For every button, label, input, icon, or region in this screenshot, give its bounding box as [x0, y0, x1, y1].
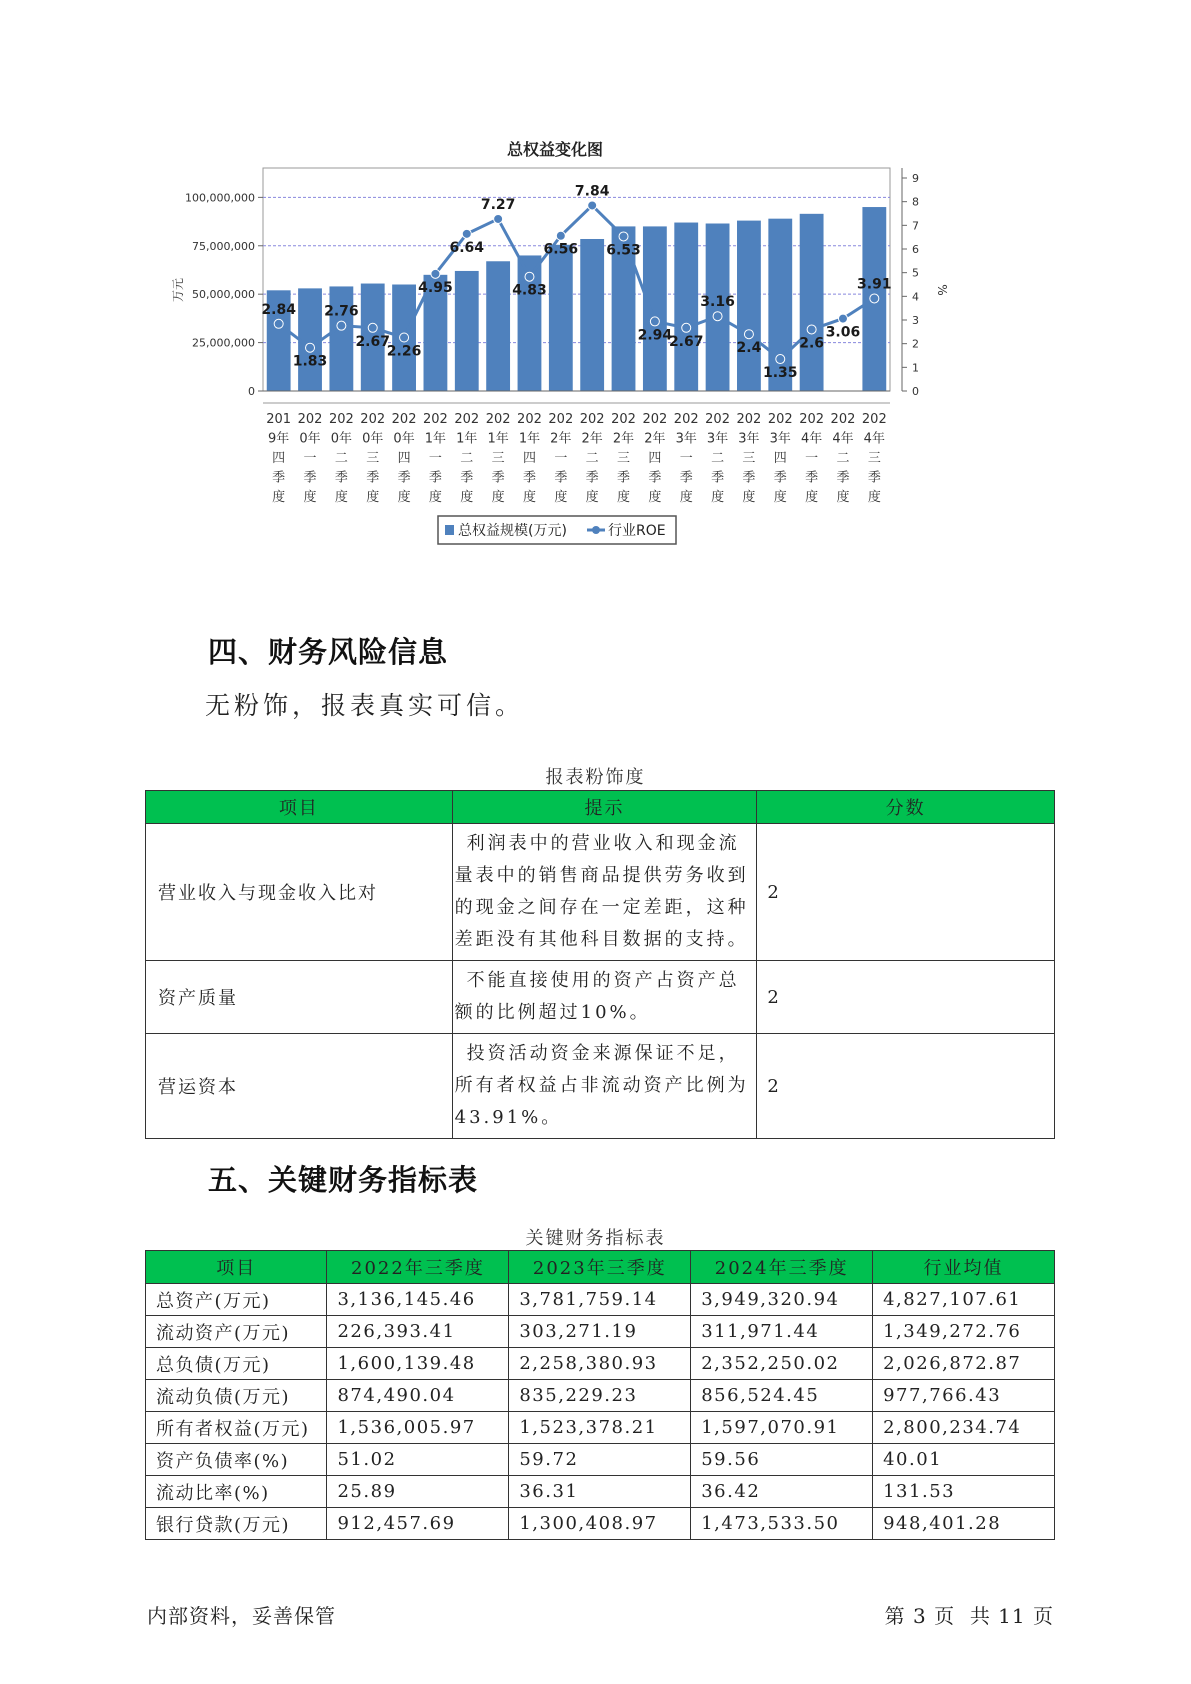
kfi-cell: 311,971.44: [691, 1316, 873, 1348]
roe-data-label: 6.53: [606, 242, 641, 259]
roe-data-label: 2.67: [355, 333, 390, 350]
x-tick-label: 二: [711, 451, 725, 466]
x-tick-label: 2年: [550, 431, 572, 447]
roe-point: [400, 333, 409, 342]
x-tick-label: 季: [867, 470, 881, 486]
kfi-cell: 856,524.45: [691, 1380, 873, 1412]
x-tick-label: 一: [679, 451, 693, 466]
x-tick-label: 2年: [644, 431, 666, 447]
roe-data-label: 2.4: [736, 340, 762, 357]
x-tick-label: 度: [303, 490, 317, 505]
x-tick-label: 202: [297, 412, 323, 427]
table-row: [146, 1284, 1055, 1316]
roe-data-label: 6.56: [543, 241, 579, 258]
roe-point: [870, 294, 879, 303]
x-tick-label: 季: [303, 470, 317, 486]
risk-item: 营运资本: [146, 1034, 453, 1139]
x-tick-label: 202: [830, 412, 856, 427]
roe-point: [650, 317, 659, 326]
risk-score: 2: [757, 961, 1055, 1034]
x-tick-label: 0年: [299, 431, 321, 447]
x-tick-label: 三: [617, 451, 631, 466]
x-tick-label: 二: [334, 451, 348, 466]
section4-title: 四、财务风险信息: [208, 635, 449, 669]
table-row: [146, 961, 1055, 1034]
x-tick-label: 度: [867, 490, 881, 505]
legend-line-marker: [592, 526, 600, 534]
y2-tick-label: 0: [912, 385, 919, 398]
x-tick-label: 202: [767, 412, 793, 427]
x-tick-label: 1年: [518, 431, 541, 447]
kfi-table-header: [146, 1251, 1055, 1284]
roe-point: [368, 323, 377, 332]
x-tick-label: 四: [773, 451, 787, 466]
y-axis-label: 万元: [171, 277, 185, 303]
kfi-cell: 59.56: [691, 1444, 873, 1476]
x-tick-label: 度: [679, 490, 693, 505]
roe-point: [462, 229, 471, 238]
kfi-row-label: 流动负债(万元): [146, 1380, 327, 1412]
x-tick-label: 202: [861, 412, 887, 427]
table-row: [146, 1508, 1055, 1540]
x-tick-label: 202: [548, 412, 574, 427]
risk-score: 2: [757, 1034, 1055, 1139]
x-tick-label: 202: [611, 412, 636, 427]
x-tick-label: 二: [460, 451, 474, 466]
kfi-header: 行业均值: [873, 1251, 1055, 1284]
kfi-header: 2022年三季度: [327, 1251, 509, 1284]
roe-point: [274, 319, 283, 328]
kfi-cell: 25.89: [327, 1476, 509, 1508]
risk-hint: 利润表中的营业收入和现金流量表中的销售商品提供劳务收到的现金之间存在一定差距，这种差距没有其他科目数据的支持。: [452, 824, 757, 961]
table-row: [146, 1412, 1055, 1444]
x-tick-label: 1年: [456, 431, 478, 447]
y2-tick-label: 3: [912, 314, 919, 327]
x-tick-label: 三: [742, 451, 756, 466]
table-row: [146, 1444, 1055, 1476]
roe-point: [682, 323, 691, 332]
table-row: [146, 1348, 1055, 1380]
kfi-cell: 51.02: [327, 1444, 509, 1476]
x-tick-label: 202: [391, 412, 417, 427]
x-tick-label: 度: [742, 490, 756, 505]
x-tick-label: 1年: [424, 431, 447, 447]
x-tick-label: 度: [711, 490, 725, 505]
x-tick-label: 季: [460, 470, 474, 486]
kfi-row-label: 总负债(万元): [146, 1348, 327, 1380]
risk-hint: 不能直接使用的资产占资产总额的比例超过10%。: [452, 961, 757, 1034]
roe-data-label: 2.67: [668, 333, 704, 350]
x-tick-label: 202: [517, 412, 542, 427]
roe-point: [776, 355, 785, 364]
y2-tick-label: 2: [912, 337, 919, 351]
x-tick-label: 度: [366, 490, 380, 505]
section4-text: 无粉饰，报表真实可信。: [205, 691, 525, 720]
x-tick-label: 202: [673, 412, 699, 427]
roe-data-label: 3.06: [825, 324, 861, 341]
x-tick-label: 三: [366, 451, 380, 466]
kfi-cell: 2,800,234.74: [873, 1412, 1055, 1444]
roe-data-label: 7.27: [480, 196, 516, 213]
kfi-table-caption: 关键财务指标表: [525, 1228, 666, 1249]
risk-item: 营业收入与现金收入比对: [146, 824, 453, 961]
roe-data-label: 2.6: [799, 335, 825, 352]
x-tick-label: 3年: [706, 431, 729, 447]
y2-tick-label: 9: [912, 172, 919, 185]
roe-point: [838, 314, 847, 323]
table-row: [146, 1316, 1055, 1348]
roe-point: [807, 325, 816, 334]
bar: [674, 223, 698, 391]
kfi-cell: 1,536,005.97: [327, 1412, 509, 1444]
x-tick-label: 四: [648, 451, 662, 466]
kfi-cell: 1,597,070.91: [691, 1412, 873, 1444]
kfi-cell: 4,827,107.61: [873, 1284, 1055, 1316]
roe-data-label: 3.16: [700, 294, 735, 311]
x-tick-label: 季: [522, 470, 536, 486]
x-tick-label: 度: [334, 490, 348, 505]
x-tick-label: 季: [742, 470, 756, 486]
x-tick-label: 季: [366, 470, 380, 486]
page-number: 第 3 页 共 11 页: [884, 1604, 1054, 1628]
kfi-row-label: 所有者权益(万元): [146, 1412, 327, 1444]
kfi-cell: 40.01: [873, 1444, 1055, 1476]
total-equity-chart: [170, 140, 1000, 600]
roe-data-label: 1.83: [292, 353, 328, 370]
x-tick-label: 季: [428, 470, 442, 486]
risk-header-item: 项目: [146, 791, 453, 824]
x-tick-label: 0年: [330, 431, 353, 447]
roe-data-label: 2.26: [386, 343, 422, 360]
x-tick-label: 度: [554, 490, 568, 505]
x-tick-label: 季: [679, 470, 693, 486]
risk-hint: 投资活动资金来源保证不足，所有者权益占非流动资产比例为43.91%。: [452, 1034, 757, 1139]
roe-point: [556, 231, 565, 240]
x-tick-label: 一: [428, 451, 442, 466]
table-row: [146, 1380, 1055, 1412]
y-tick-label: 100,000,000: [185, 191, 255, 205]
risk-table: [145, 790, 1055, 1139]
roe-point: [431, 269, 440, 278]
x-tick-label: 202: [485, 412, 511, 427]
roe-data-label: 6.64: [449, 239, 485, 256]
x-tick-label: 季: [491, 470, 505, 486]
x-tick-label: 三: [867, 451, 881, 466]
x-tick-label: 202: [736, 412, 762, 427]
roe-data-label: 3.91: [857, 276, 892, 293]
bar: [643, 226, 667, 391]
x-tick-label: 季: [711, 470, 725, 486]
roe-data-label: 4.83: [512, 282, 547, 299]
x-tick-label: 三: [491, 451, 505, 466]
x-tick-label: 季: [773, 470, 787, 486]
kfi-header: 项目: [146, 1251, 327, 1284]
roe-point: [525, 272, 534, 281]
kfi-row-label: 流动比率(%): [146, 1476, 327, 1508]
kfi-cell: 303,271.19: [509, 1316, 691, 1348]
x-tick-label: 202: [423, 412, 448, 427]
kfi-cell: 36.31: [509, 1476, 691, 1508]
x-tick-label: 202: [328, 412, 354, 427]
table-row: [146, 824, 1055, 961]
x-tick-label: 度: [491, 490, 505, 505]
x-tick-label: 季: [648, 470, 662, 486]
x-tick-label: 二: [836, 451, 850, 466]
y2-tick-label: 4: [912, 290, 919, 304]
kfi-cell: 2,352,250.02: [691, 1348, 873, 1380]
x-tick-label: 202: [642, 412, 668, 427]
x-tick-label: 1年: [487, 431, 509, 447]
roe-point: [588, 201, 597, 210]
section5-title: 五、关键财务指标表: [208, 1163, 479, 1197]
roe-data-label: 2.76: [324, 303, 359, 320]
x-tick-label: 一: [554, 451, 568, 466]
bar: [580, 239, 604, 391]
x-tick-label: 季: [554, 470, 568, 486]
x-tick-label: 202: [454, 412, 480, 427]
kfi-cell: 977,766.43: [873, 1380, 1055, 1412]
kfi-header: 2024年三季度: [691, 1251, 873, 1284]
kfi-cell: 1,600,139.48: [327, 1348, 509, 1380]
bar: [800, 214, 824, 391]
kfi-row-label: 总资产(万元): [146, 1284, 327, 1316]
roe-point: [713, 312, 722, 321]
kfi-row-label: 流动资产(万元): [146, 1316, 327, 1348]
kfi-cell: 2,026,872.87: [873, 1348, 1055, 1380]
risk-item: 资产质量: [146, 961, 453, 1034]
x-tick-label: 202: [799, 412, 825, 427]
kfi-cell: 131.53: [873, 1476, 1055, 1508]
x-tick-label: 2年: [612, 431, 635, 447]
x-tick-label: 202: [579, 412, 605, 427]
x-tick-label: 4年: [863, 431, 885, 447]
table-row: [146, 1476, 1055, 1508]
kfi-cell: 3,136,145.46: [327, 1284, 509, 1316]
risk-score: 2: [757, 824, 1055, 961]
plot-area: [263, 168, 890, 391]
y2-tick-label: 7: [912, 219, 919, 233]
y2-tick-label: 6: [912, 243, 919, 256]
x-tick-label: 4年: [832, 431, 854, 447]
kfi-cell: 3,781,759.14: [509, 1284, 691, 1316]
kfi-cell: 874,490.04: [327, 1380, 509, 1412]
kfi-cell: 59.72: [509, 1444, 691, 1476]
roe-data-label: 2.84: [261, 301, 296, 318]
legend-bar-swatch: [445, 525, 454, 535]
kfi-cell: 1,523,378.21: [509, 1412, 691, 1444]
y-tick-label: 75,000,000: [192, 239, 255, 253]
x-tick-label: 一: [805, 451, 819, 466]
x-tick-label: 一: [303, 451, 317, 466]
y2-tick-label: 1: [912, 361, 919, 375]
bar: [486, 261, 510, 391]
kfi-cell: 2,258,380.93: [509, 1348, 691, 1380]
y-tick-label: 0: [248, 385, 255, 398]
y2-axis-label: %: [935, 284, 949, 296]
x-tick-label: 3年: [769, 431, 791, 447]
x-tick-label: 0年: [393, 431, 415, 447]
roe-point: [494, 214, 503, 223]
key-financial-indicators-table: [145, 1250, 1055, 1540]
x-tick-label: 4年: [800, 431, 823, 447]
roe-data-label: 1.35: [763, 365, 798, 382]
bar: [737, 221, 761, 391]
bar: [549, 245, 573, 391]
bar: [455, 271, 479, 391]
x-tick-label: 202: [360, 412, 386, 427]
x-tick-label: 四: [397, 451, 411, 466]
x-tick-label: 季: [617, 470, 631, 486]
kfi-row-label: 银行贷款(万元): [146, 1508, 327, 1540]
x-tick-label: 度: [460, 490, 474, 505]
x-tick-label: 度: [617, 490, 631, 505]
kfi-cell: 1,349,272.76: [873, 1316, 1055, 1348]
risk-header-hint: 提示: [452, 791, 757, 824]
x-tick-label: 季: [805, 470, 819, 486]
kfi-cell: 1,300,408.97: [509, 1508, 691, 1540]
y2-tick-label: 5: [912, 266, 919, 280]
risk-table-header: [146, 791, 1055, 824]
x-tick-label: 0年: [362, 431, 384, 447]
kfi-row-label: 资产负债率(%): [146, 1444, 327, 1476]
kfi-cell: 3,949,320.94: [691, 1284, 873, 1316]
roe-point: [619, 232, 628, 241]
y-tick-label: 25,000,000: [192, 336, 255, 350]
bar: [329, 286, 353, 391]
footer-note: 内部资料，妥善保管: [147, 1604, 336, 1628]
x-tick-label: 度: [397, 490, 411, 505]
x-tick-label: 二: [585, 451, 599, 466]
roe-data-label: 2.94: [637, 327, 673, 344]
roe-data-label: 4.95: [418, 279, 453, 296]
risk-table-caption: 报表粉饰度: [545, 767, 646, 788]
kfi-cell: 226,393.41: [327, 1316, 509, 1348]
x-tick-label: 度: [272, 490, 286, 505]
kfi-cell: 36.42: [691, 1476, 873, 1508]
x-tick-label: 度: [522, 490, 536, 505]
x-tick-label: 度: [585, 490, 599, 505]
x-tick-label: 2年: [581, 431, 603, 447]
risk-header-score: 分数: [757, 791, 1055, 824]
x-tick-label: 3年: [738, 431, 760, 447]
x-tick-label: 度: [773, 490, 787, 505]
x-tick-label: 季: [836, 470, 850, 486]
legend-bar-label: 总权益规模(万元): [458, 523, 567, 539]
roe-point: [306, 343, 315, 352]
x-tick-label: 四: [522, 451, 536, 466]
x-tick-label: 季: [272, 470, 286, 486]
x-tick-label: 3年: [675, 431, 697, 447]
x-tick-label: 度: [836, 490, 850, 505]
kfi-cell: 1,473,533.50: [691, 1508, 873, 1540]
x-tick-label: 度: [648, 490, 662, 505]
kfi-header: 2023年三季度: [509, 1251, 691, 1284]
x-tick-label: 201: [266, 412, 292, 427]
x-tick-label: 季: [397, 470, 411, 486]
kfi-cell: 948,401.28: [873, 1508, 1055, 1540]
x-tick-label: 度: [805, 490, 819, 505]
roe-point: [744, 330, 753, 339]
x-tick-label: 季: [334, 470, 348, 486]
kfi-cell: 835,229.23: [509, 1380, 691, 1412]
x-tick-label: 季: [585, 470, 599, 486]
x-tick-label: 9年: [268, 431, 290, 447]
y2-tick-label: 8: [912, 195, 919, 209]
table-row: [146, 1034, 1055, 1139]
roe-data-label: 7.84: [574, 183, 610, 200]
y-tick-label: 50,000,000: [192, 288, 255, 302]
x-tick-label: 四: [272, 451, 286, 466]
x-tick-label: 度: [428, 490, 442, 505]
x-tick-label: 202: [705, 412, 730, 427]
kfi-cell: 912,457.69: [327, 1508, 509, 1540]
chart-title: 总权益变化图: [506, 140, 604, 159]
legend-line-label: 行业ROE: [608, 523, 666, 539]
roe-point: [337, 321, 346, 330]
